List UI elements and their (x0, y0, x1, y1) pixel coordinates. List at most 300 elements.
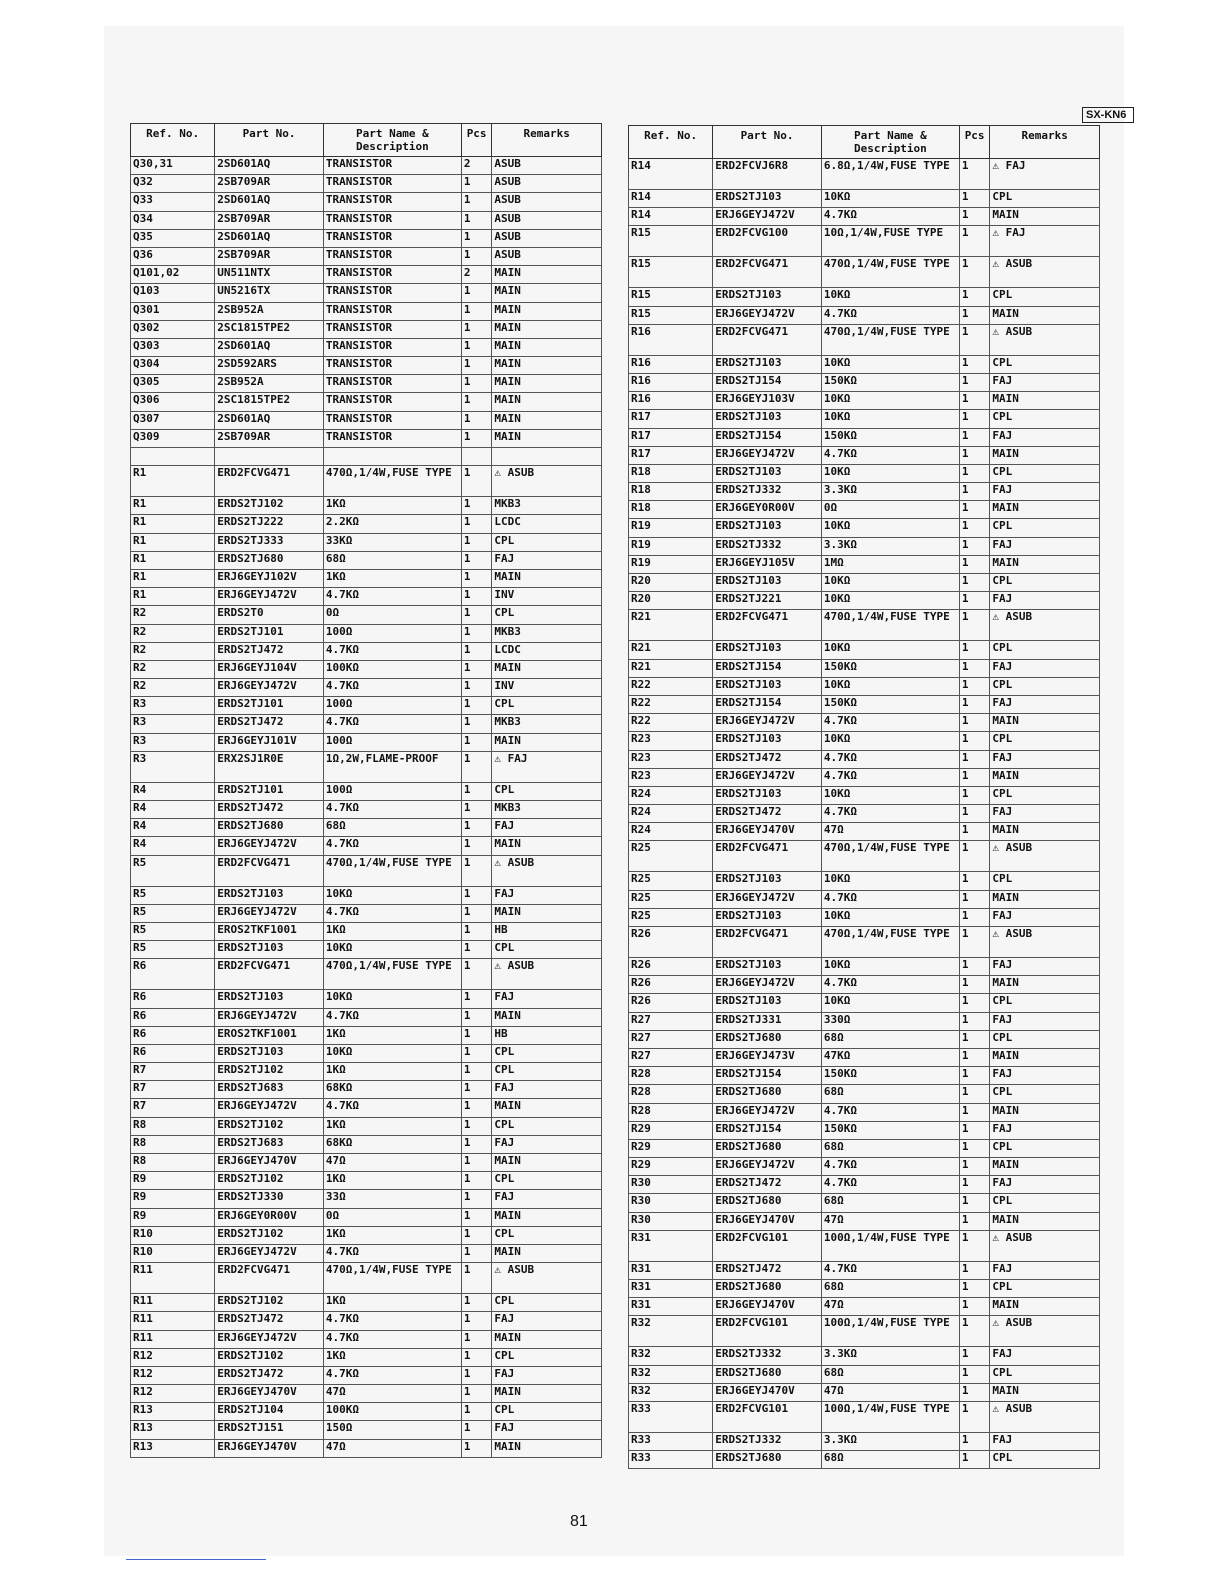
part-no-cell: ERD2FCVG471 (713, 610, 822, 641)
part-no-cell: ERDS2TJ154 (713, 1067, 822, 1085)
pcs-cell: 1 (959, 1401, 989, 1432)
header-ref-no: Ref. No. (131, 124, 215, 157)
ref-no-cell: R15 (629, 257, 713, 288)
remarks-cell: MKB3 (492, 715, 602, 733)
ref-no-cell: R5 (131, 855, 215, 886)
part-no-cell: ERD2FCVG471 (215, 855, 324, 886)
part-no-cell: ERJ6GEYJ473V (713, 1048, 822, 1066)
table-row (629, 288, 1100, 306)
ref-no-cell: Q301 (131, 302, 215, 320)
part-no-cell: ERDS2TJ680 (713, 1280, 822, 1298)
part-name-cell: 10KΩ (821, 519, 959, 537)
remarks-cell: MAIN (990, 1158, 1100, 1176)
table-row (131, 801, 602, 819)
ref-no-cell: R13 (131, 1439, 215, 1457)
remarks-cell: CPL (492, 1348, 602, 1366)
pcs-cell: 1 (461, 1294, 491, 1312)
part-name-cell: 10KΩ (821, 190, 959, 208)
part-name-cell: 10KΩ (821, 464, 959, 482)
pcs-cell: 1 (461, 551, 491, 569)
header-remarks: Remarks (492, 124, 602, 157)
part-no-cell: ERDS2TJ472 (713, 1176, 822, 1194)
pcs-cell: 1 (461, 247, 491, 265)
part-no-cell: ERDS2TJ332 (713, 1432, 822, 1450)
part-name-cell: 470Ω,1/4W,FUSE TYPE (323, 959, 461, 990)
pcs-cell: 1 (461, 697, 491, 715)
part-name-cell: 330Ω (821, 1012, 959, 1030)
part-no-cell: ERJ6GEYJ102V (215, 569, 324, 587)
remarks-cell: MAIN (492, 1008, 602, 1026)
header-part-no: Part No. (215, 124, 324, 157)
part-name-cell: 68Ω (821, 1085, 959, 1103)
ref-no-cell: R9 (131, 1190, 215, 1208)
part-name-cell: TRANSISTOR (323, 302, 461, 320)
part-no-cell: ERJ6GEYJ472V (713, 1103, 822, 1121)
ref-no-cell: R11 (131, 1330, 215, 1348)
part-no-cell: ERDS2TJ330 (215, 1190, 324, 1208)
pcs-cell: 1 (461, 338, 491, 356)
ref-no-cell: R7 (131, 1081, 215, 1099)
table-row (629, 786, 1100, 804)
part-name-cell: 4.7KΩ (323, 1244, 461, 1262)
ref-no-cell: R12 (131, 1348, 215, 1366)
pcs-cell: 1 (959, 1347, 989, 1365)
table-header-row (629, 126, 1100, 159)
part-name-cell: TRANSISTOR (323, 320, 461, 338)
pcs-cell: 1 (959, 958, 989, 976)
header-pcs: Pcs (461, 124, 491, 157)
header-part-no: Part No. (713, 126, 822, 159)
pcs-cell: 1 (959, 1383, 989, 1401)
part-no-cell: ERDS2TJ101 (215, 697, 324, 715)
pcs-cell: 1 (461, 1135, 491, 1153)
part-no-cell: ERD2FCVG471 (215, 959, 324, 990)
table-row (131, 837, 602, 855)
pcs-cell: 1 (959, 355, 989, 373)
remarks-cell: CPL (990, 1139, 1100, 1157)
ref-no-cell: R18 (629, 483, 713, 501)
ref-no-cell: R6 (131, 1026, 215, 1044)
part-name-cell: 10KΩ (323, 941, 461, 959)
table-row (131, 375, 602, 393)
table-row (131, 338, 602, 356)
pcs-cell: 1 (461, 515, 491, 533)
ref-no-cell: R33 (629, 1432, 713, 1450)
table-row (629, 1280, 1100, 1298)
table-row (629, 1401, 1100, 1432)
table-row (131, 320, 602, 338)
pcs-cell: 1 (461, 606, 491, 624)
ref-no-cell: R14 (629, 190, 713, 208)
remarks-cell: HB (492, 1026, 602, 1044)
part-name-cell: TRANSISTOR (323, 266, 461, 284)
remarks-cell: ⚠ ASUB (990, 1316, 1100, 1347)
remarks-cell: MAIN (492, 1330, 602, 1348)
remarks-cell: FAJ (990, 695, 1100, 713)
pcs-cell: 1 (959, 872, 989, 890)
table-row (131, 157, 602, 175)
pcs-cell: 1 (959, 1230, 989, 1261)
table-row (131, 466, 602, 497)
pcs-cell: 1 (959, 714, 989, 732)
table-row (131, 1421, 602, 1439)
pcs-cell: 1 (959, 768, 989, 786)
part-name-cell: 4.7KΩ (821, 768, 959, 786)
ref-no-cell: R32 (629, 1347, 713, 1365)
part-no-cell: ERDS2TJ680 (713, 1139, 822, 1157)
ref-no-cell: R1 (131, 466, 215, 497)
ref-no-cell: R31 (629, 1298, 713, 1316)
pcs-cell: 1 (959, 208, 989, 226)
table-row (629, 872, 1100, 890)
table-row (629, 958, 1100, 976)
part-name-cell: 10KΩ (821, 786, 959, 804)
pcs-cell: 1 (959, 1121, 989, 1139)
pcs-cell: 1 (461, 1348, 491, 1366)
table-row (629, 1212, 1100, 1230)
part-no-cell: ERJ6GEYJ472V (215, 1330, 324, 1348)
ref-no-cell: R1 (131, 569, 215, 587)
part-no-cell: ERDS2TJ101 (215, 782, 324, 800)
part-no-cell: ERDS2TJ102 (215, 497, 324, 515)
part-name-cell: 4.7KΩ (821, 1158, 959, 1176)
pcs-cell: 1 (461, 1226, 491, 1244)
ref-no-cell: R29 (629, 1139, 713, 1157)
ref-no-cell: R1 (131, 497, 215, 515)
pcs-cell: 1 (959, 1067, 989, 1085)
part-name-cell: 470Ω,1/4W,FUSE TYPE (821, 257, 959, 288)
pcs-cell: 1 (461, 1190, 491, 1208)
remarks-cell: CPL (492, 1294, 602, 1312)
remarks-cell: MAIN (990, 1048, 1100, 1066)
part-name-cell: 150Ω (323, 1421, 461, 1439)
part-no-cell: ERDS2TJ103 (713, 908, 822, 926)
table-row (131, 922, 602, 940)
pcs-cell: 1 (959, 1365, 989, 1383)
part-no-cell: ERJ6GEYJ472V (713, 890, 822, 908)
table-row (629, 1194, 1100, 1212)
remarks-cell: ⚠ ASUB (990, 324, 1100, 355)
ref-no-cell: R3 (131, 715, 215, 733)
pcs-cell: 1 (461, 679, 491, 697)
table-row (131, 497, 602, 515)
pcs-cell: 1 (461, 1330, 491, 1348)
pcs-cell: 1 (461, 193, 491, 211)
part-name-cell: 1KΩ (323, 1226, 461, 1244)
remarks-cell: FAJ (990, 1121, 1100, 1139)
ref-no-cell: R31 (629, 1280, 713, 1298)
ref-no-cell: R17 (629, 410, 713, 428)
ref-no-cell: Q306 (131, 393, 215, 411)
part-name-cell: 1KΩ (323, 1172, 461, 1190)
ref-no-cell: R21 (629, 641, 713, 659)
part-name-cell: 2.2KΩ (323, 515, 461, 533)
table-row (629, 306, 1100, 324)
ref-no-cell: R28 (629, 1085, 713, 1103)
remarks-cell: ⚠ ASUB (990, 927, 1100, 958)
remarks-cell: MAIN (492, 266, 602, 284)
remarks-cell: MAIN (492, 1439, 602, 1457)
ref-no-cell: R5 (131, 922, 215, 940)
part-name-cell: 10KΩ (821, 641, 959, 659)
ref-no-cell: R2 (131, 660, 215, 678)
pcs-cell: 1 (959, 1103, 989, 1121)
remarks-cell: FAJ (492, 886, 602, 904)
header-part-name: Part Name & Description (821, 126, 959, 159)
part-name-cell: 4.7KΩ (821, 805, 959, 823)
ref-no-cell: R25 (629, 872, 713, 890)
pcs-cell: 1 (959, 324, 989, 355)
part-name-cell: 1Ω,2W,FLAME-PROOF (323, 751, 461, 782)
table-row (131, 266, 602, 284)
pcs-cell: 1 (959, 446, 989, 464)
table-row (131, 715, 602, 733)
remarks-cell: FAJ (990, 1432, 1100, 1450)
ref-no-cell: Q309 (131, 429, 215, 447)
remarks-cell: MAIN (492, 1208, 602, 1226)
part-name-cell: 1KΩ (323, 1117, 461, 1135)
part-name-cell: 100Ω,1/4W,FUSE TYPE (821, 1401, 959, 1432)
table-row (131, 1294, 602, 1312)
table-row (629, 355, 1100, 373)
pcs-cell: 1 (461, 229, 491, 247)
part-name-cell: 47Ω (821, 1212, 959, 1230)
table-row (131, 1312, 602, 1330)
ref-no-cell: R2 (131, 642, 215, 660)
part-no-cell: ERD2FCVG471 (713, 841, 822, 872)
part-name-cell: 68Ω (821, 1030, 959, 1048)
part-no-cell: ERDS2TJ680 (713, 1030, 822, 1048)
part-name-cell: 47Ω (323, 1385, 461, 1403)
table-row (629, 976, 1100, 994)
table-row (629, 190, 1100, 208)
table-row (131, 1403, 602, 1421)
part-no-cell: EROS2TKF1001 (215, 1026, 324, 1044)
remarks-cell: CPL (990, 464, 1100, 482)
remarks-cell: ⚠ ASUB (990, 610, 1100, 641)
remarks-cell: FAJ (492, 1421, 602, 1439)
remarks-cell: MAIN (492, 837, 602, 855)
part-name-cell: 10KΩ (821, 994, 959, 1012)
part-no-cell: ERD2FCVG471 (713, 257, 822, 288)
part-name-cell: 100Ω (323, 733, 461, 751)
table-row (629, 1103, 1100, 1121)
table-row (629, 1316, 1100, 1347)
pcs-cell: 1 (461, 1263, 491, 1294)
remarks-cell: FAJ (990, 958, 1100, 976)
part-name-cell: 3.3KΩ (821, 537, 959, 555)
pcs-cell: 1 (461, 1244, 491, 1262)
table-row (131, 990, 602, 1008)
part-no-cell: ERJ6GEYJ105V (713, 555, 822, 573)
table-row (629, 1230, 1100, 1261)
pcs-cell: 1 (461, 959, 491, 990)
part-no-cell: ERDS2TJ680 (215, 551, 324, 569)
pcs-cell: 1 (461, 855, 491, 886)
remarks-cell: CPL (492, 782, 602, 800)
remarks-cell: MAIN (990, 501, 1100, 519)
pcs-cell: 1 (461, 941, 491, 959)
table-row (131, 855, 602, 886)
part-no-cell: ERDS2TJ103 (215, 1044, 324, 1062)
remarks-cell: FAJ (990, 1176, 1100, 1194)
table-row (131, 357, 602, 375)
pcs-cell: 1 (461, 1063, 491, 1081)
table-row (131, 175, 602, 193)
part-no-cell: ERJ6GEYJ472V (215, 1244, 324, 1262)
table-row (131, 393, 602, 411)
part-name-cell: TRANSISTOR (323, 429, 461, 447)
part-no-cell: ERDS2TJ472 (215, 1366, 324, 1384)
remarks-cell: MAIN (990, 208, 1100, 226)
part-name-cell: 0Ω (821, 501, 959, 519)
ref-no-cell: Q103 (131, 284, 215, 302)
remarks-cell: MAIN (990, 890, 1100, 908)
part-no-cell: ERD2FCVJ6R8 (713, 159, 822, 190)
ref-no-cell: R4 (131, 837, 215, 855)
remarks-cell: FAJ (492, 1312, 602, 1330)
part-no-cell: EROS2TKF1001 (215, 922, 324, 940)
pcs-cell: 1 (959, 373, 989, 391)
remarks-cell: ASUB (492, 247, 602, 265)
ref-no-cell: R18 (629, 501, 713, 519)
ref-no-cell: R14 (629, 159, 713, 190)
table-row (131, 588, 602, 606)
pcs-cell: 1 (959, 976, 989, 994)
part-name-cell: 100Ω,1/4W,FUSE TYPE (821, 1230, 959, 1261)
pcs-cell: 1 (959, 786, 989, 804)
ref-no-cell: Q305 (131, 375, 215, 393)
pcs-cell: 1 (461, 357, 491, 375)
remarks-cell (492, 448, 602, 466)
ref-no-cell: R22 (629, 695, 713, 713)
ref-no-cell: R22 (629, 677, 713, 695)
pcs-cell: 1 (959, 994, 989, 1012)
part-name-cell: 68KΩ (323, 1081, 461, 1099)
part-name-cell: 1KΩ (323, 569, 461, 587)
table-row (131, 411, 602, 429)
ref-no-cell: R8 (131, 1135, 215, 1153)
remarks-cell: FAJ (492, 819, 602, 837)
pcs-cell: 1 (461, 782, 491, 800)
table-row (629, 392, 1100, 410)
part-no-cell: 2SB709AR (215, 211, 324, 229)
part-no-cell: ERJ6GEYJ472V (215, 1008, 324, 1026)
part-no-cell: ERJ6GEYJ103V (713, 392, 822, 410)
remarks-cell: ⚠ ASUB (990, 1230, 1100, 1261)
part-no-cell: ERDS2TJ154 (713, 1121, 822, 1139)
pcs-cell: 1 (461, 375, 491, 393)
part-name-cell: 4.7KΩ (323, 1366, 461, 1384)
remarks-cell: MAIN (492, 411, 602, 429)
ref-no-cell: R3 (131, 733, 215, 751)
part-no-cell: ERJ6GEYJ472V (713, 306, 822, 324)
ref-no-cell: R1 (131, 515, 215, 533)
part-no-cell: ERD2FCVG101 (713, 1316, 822, 1347)
part-no-cell: ERDS2TJ331 (713, 1012, 822, 1030)
table-row (629, 1347, 1100, 1365)
table-row (131, 941, 602, 959)
ref-no-cell: R21 (629, 610, 713, 641)
ref-no-cell: R10 (131, 1226, 215, 1244)
remarks-cell: CPL (492, 941, 602, 959)
remarks-cell: CPL (990, 1194, 1100, 1212)
ref-no-cell: R18 (629, 464, 713, 482)
part-no-cell: 2SB952A (215, 302, 324, 320)
pcs-cell: 1 (461, 886, 491, 904)
remarks-cell: MAIN (990, 446, 1100, 464)
ref-no-cell: R11 (131, 1294, 215, 1312)
part-no-cell: ERJ6GEYJ472V (215, 1099, 324, 1117)
remarks-cell: LCDC (492, 642, 602, 660)
pcs-cell: 2 (461, 157, 491, 175)
table-row (629, 574, 1100, 592)
part-no-cell: 2SD592ARS (215, 357, 324, 375)
ref-no-cell: R13 (131, 1421, 215, 1439)
pcs-cell: 1 (959, 841, 989, 872)
part-name-cell: 100Ω (323, 782, 461, 800)
remarks-cell: MAIN (492, 393, 602, 411)
table-row (131, 606, 602, 624)
part-name-cell: TRANSISTOR (323, 357, 461, 375)
pcs-cell: 1 (959, 392, 989, 410)
part-name-cell: 4.7KΩ (323, 904, 461, 922)
ref-no-cell: R4 (131, 782, 215, 800)
ref-no-cell: R11 (131, 1312, 215, 1330)
part-no-cell: ERJ6GEYJ472V (713, 976, 822, 994)
pcs-cell: 1 (461, 819, 491, 837)
part-name-cell: 4.7KΩ (323, 1008, 461, 1026)
table-row (131, 1226, 602, 1244)
part-no-cell: ERJ6GEYJ470V (215, 1439, 324, 1457)
table-row (629, 483, 1100, 501)
pcs-cell: 1 (959, 1194, 989, 1212)
remarks-cell: FAJ (492, 990, 602, 1008)
part-name-cell: 10KΩ (821, 592, 959, 610)
part-no-cell: ERDS2TJ333 (215, 533, 324, 551)
part-name-cell: 68Ω (821, 1451, 959, 1469)
part-no-cell: ERDS2TJ103 (713, 355, 822, 373)
part-no-cell: ERDS2TJ103 (713, 288, 822, 306)
ref-no-cell: R2 (131, 679, 215, 697)
part-name-cell: 68Ω (821, 1280, 959, 1298)
part-name-cell: 100Ω (323, 624, 461, 642)
remarks-cell: MAIN (990, 1298, 1100, 1316)
remarks-cell: ⚠ ASUB (990, 1401, 1100, 1432)
remarks-cell: ⚠ ASUB (990, 841, 1100, 872)
pcs-cell: 1 (959, 1048, 989, 1066)
pcs-cell: 2 (461, 266, 491, 284)
remarks-cell: CPL (990, 1451, 1100, 1469)
table-row (629, 1432, 1100, 1450)
part-name-cell: 4.7KΩ (821, 1176, 959, 1194)
pcs-cell: 1 (959, 257, 989, 288)
part-no-cell: ERDS2TJ472 (215, 715, 324, 733)
table-row (131, 551, 602, 569)
part-name-cell: TRANSISTOR (323, 229, 461, 247)
table-row (629, 890, 1100, 908)
ref-no-cell: R25 (629, 890, 713, 908)
remarks-cell: CPL (990, 574, 1100, 592)
part-name-cell: TRANSISTOR (323, 157, 461, 175)
part-no-cell: ERJ6GEYJ472V (215, 588, 324, 606)
part-name-cell: TRANSISTOR (323, 393, 461, 411)
pcs-cell: 1 (959, 1432, 989, 1450)
remarks-cell: MAIN (990, 714, 1100, 732)
pcs-cell: 1 (461, 837, 491, 855)
part-name-cell: 10KΩ (323, 886, 461, 904)
part-name-cell: 470Ω,1/4W,FUSE TYPE (821, 324, 959, 355)
